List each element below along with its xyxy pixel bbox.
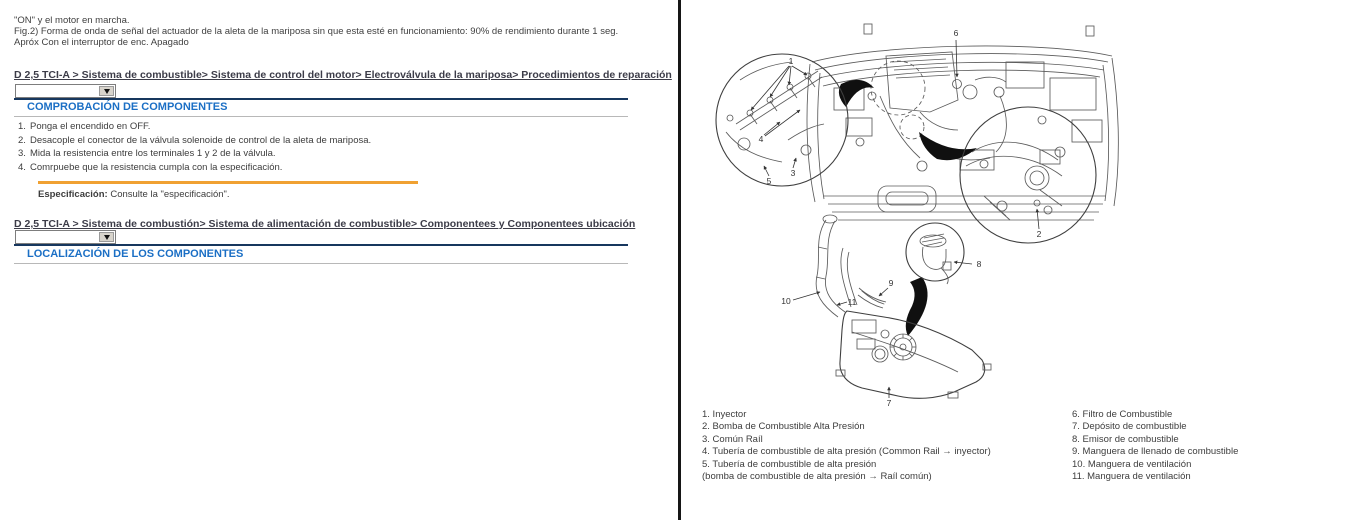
section-heading: COMPROBACIÓN DE COMPONENTES <box>27 101 228 113</box>
figure-number-label: 9 <box>888 278 894 288</box>
legend-item: 5. Tubería de combustible de alta presión <box>702 458 877 470</box>
thin-rule <box>14 116 628 117</box>
legend-item: 7. Depósito de combustible <box>1072 421 1187 433</box>
dropdown-arrow-button[interactable] <box>99 86 114 96</box>
legend-item: 8. Emisor de combustible <box>1072 433 1179 445</box>
legend-item: 1. Inyector <box>702 409 747 420</box>
chevron-down-icon <box>104 89 110 94</box>
figure-number-label: 7 <box>886 398 892 408</box>
figure-number-label: 4 <box>758 134 764 144</box>
step-number: 4. <box>18 161 26 173</box>
figure-number-label: 3 <box>790 168 796 178</box>
pump-label <box>1037 209 1042 239</box>
pump-detail-circle <box>960 107 1096 243</box>
legend-item: (bomba de combustible de alta presión → Raíl común) <box>702 471 932 483</box>
section-heading: LOCALIZACIÓN DE LOS COMPONENTES <box>27 248 244 260</box>
breadcrumb: D 2,5 TCI-A > Sistema de combustión> Sistema de alimentación de combustible> Componentees y Componentees ubicación <box>14 218 636 230</box>
legend-item: 3. Común Raíl <box>702 433 763 445</box>
parts-legend-right <box>1072 409 1238 483</box>
step-number: 1. <box>18 121 26 132</box>
section-jump-dropdown[interactable] <box>15 230 116 244</box>
dropdown-arrow-button[interactable] <box>99 232 114 242</box>
orange-rule <box>38 181 418 184</box>
figure-number-label: 5 <box>766 176 772 186</box>
step-row <box>18 135 624 149</box>
step-text: Mida la resistencia entre los terminales 1 y 2 de la válvula. <box>30 148 276 160</box>
step-number: 3. <box>18 148 26 160</box>
step-row <box>18 121 624 135</box>
step-number: 2. <box>18 134 26 146</box>
step-text: Ponga el encendido en OFF. <box>30 121 151 132</box>
legend-item: 9. Manguera de llenado de combustible <box>1072 446 1239 458</box>
specification-label: Especificación: <box>38 189 108 200</box>
thin-rule <box>14 263 628 264</box>
specification-text: Consulte la "especificación". <box>107 189 230 200</box>
navy-rule <box>14 98 628 100</box>
fuel-tank-diagram <box>816 215 991 398</box>
component-location-figure <box>685 0 1355 408</box>
intro-line-1: "ON" y el motor en marcha. <box>14 15 130 26</box>
figure-number-label: 1 <box>788 56 794 66</box>
column-divider <box>678 0 681 520</box>
parts-legend-left <box>702 409 991 483</box>
step-row <box>18 148 624 162</box>
figure-number-label: 11 <box>847 297 857 307</box>
figure-number-label: 6 <box>953 28 959 38</box>
callout-swoosh <box>919 132 977 160</box>
injector-labels <box>751 56 807 186</box>
step-row <box>18 162 624 176</box>
legend-item: 2. Bomba de Combustible Alta Presión <box>702 421 865 433</box>
intro-paragraph <box>14 16 626 48</box>
engine-bay-diagram <box>807 24 1118 220</box>
step-text: Comrpuebe que la resistencia cumpla con la especificación. <box>30 161 283 173</box>
specification-note <box>38 189 230 200</box>
legend-item: 6. Filtro de Combustible <box>1072 409 1173 420</box>
intro-line-2: Fig.2) Forma de onda de señal del actuador de la aleta de la mariposa sin que esta esté en funcionamiento: 90% de rendimiento durante 1 seg. Apróx Con el interruptor de enc. Apagado <box>14 25 619 48</box>
step-text: Desacople el conector de la válvula solenoide de control de la aleta de mariposa. <box>30 134 372 146</box>
figure-number-label: 8 <box>976 259 982 269</box>
procedure-steps <box>18 121 624 175</box>
section-jump-dropdown[interactable] <box>15 84 116 98</box>
legend-item: 11. Manguera de ventilación <box>1072 471 1191 483</box>
legend-item: 10. Manguera de ventilación <box>1072 458 1192 470</box>
chevron-down-icon <box>104 235 110 240</box>
text-column <box>14 0 672 520</box>
fuel-sender-callout <box>906 223 964 284</box>
navy-rule <box>14 244 628 246</box>
figure-number-label: 10 <box>781 296 791 306</box>
legend-item: 4. Tubería de combustible de alta presión (Common Rail → inyector) <box>702 446 991 458</box>
figure-number-label: 2 <box>1036 229 1042 239</box>
breadcrumb: D 2,5 TCI-A > Sistema de combustible> Sistema de control del motor> Electroválvula de la mariposa> Procedimientos de reparación <box>14 69 672 81</box>
